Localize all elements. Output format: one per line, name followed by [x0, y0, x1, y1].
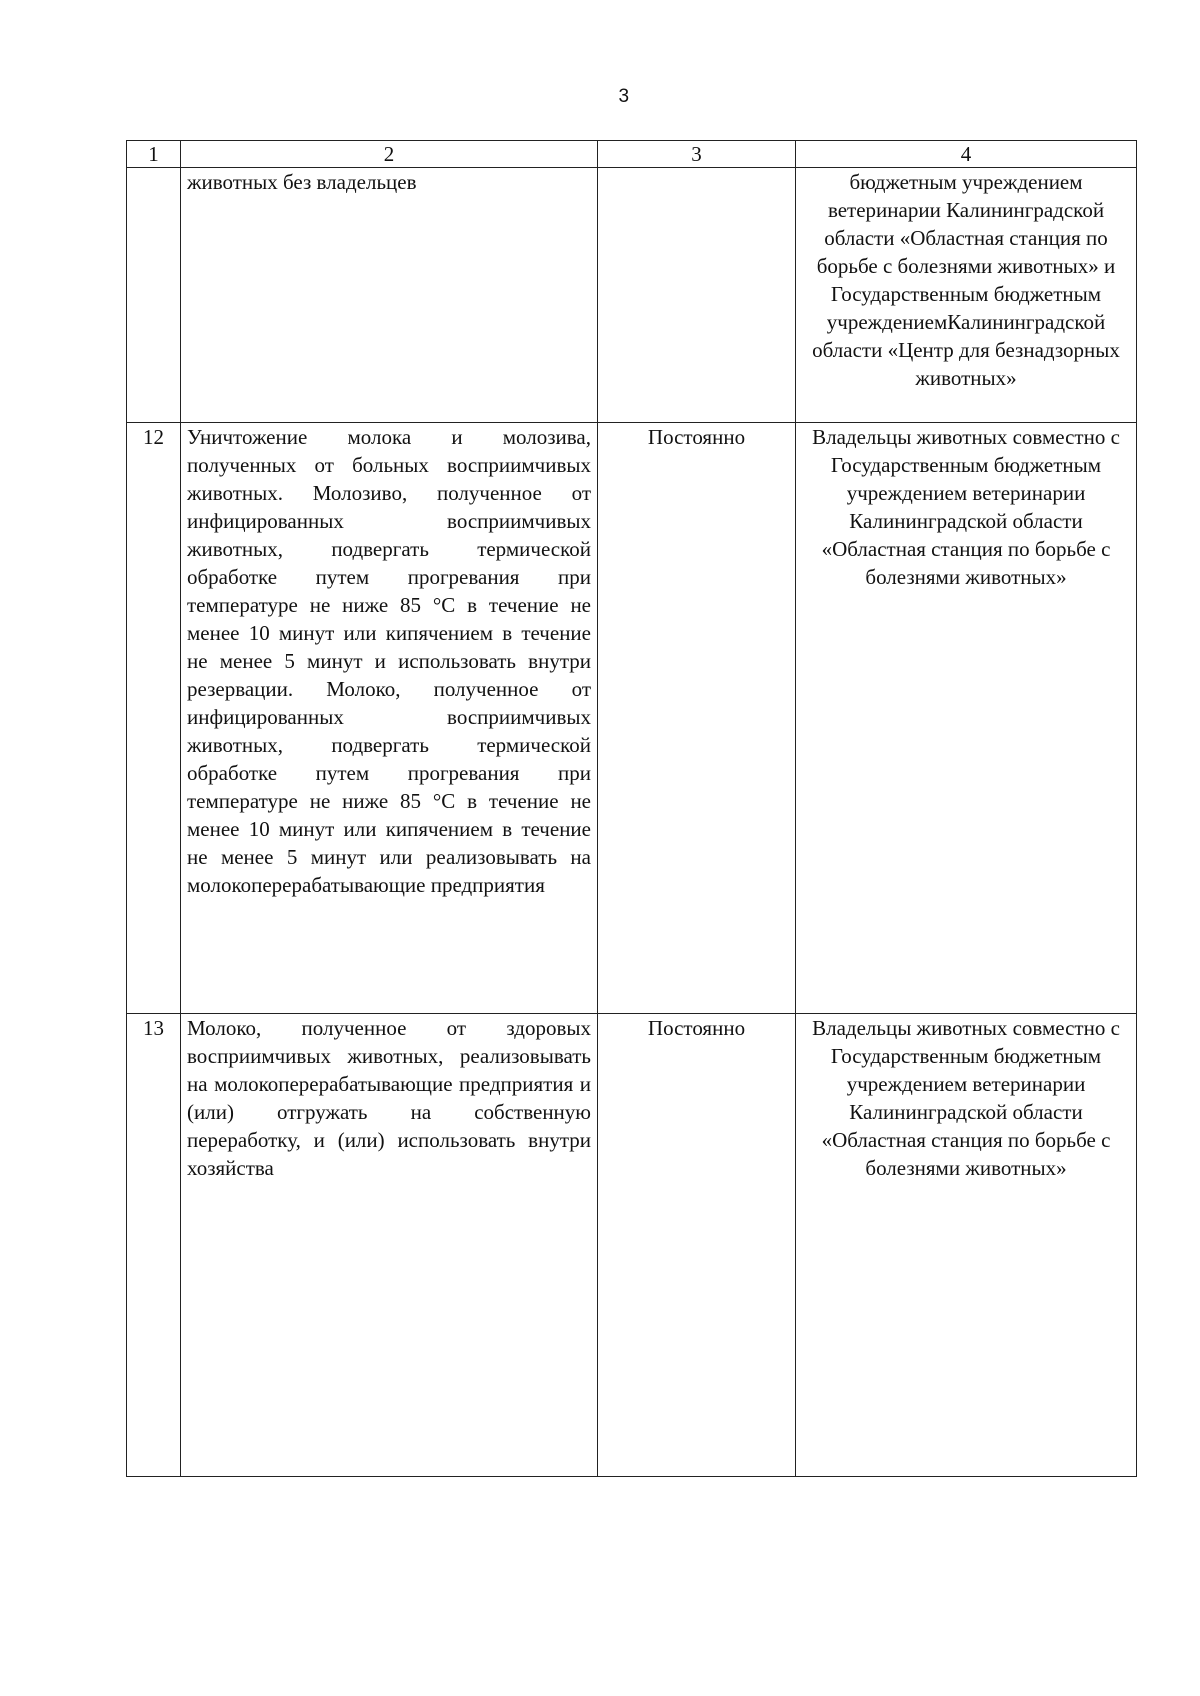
page-number: 3 [618, 86, 630, 107]
responsible-party: Владельцы животных совместно с Государственным бюджетным учреждением ветеринарии Калининградской области «Областная станция по борьбе с болезнями животных» [796, 423, 1137, 1014]
column-header-1: 1 [127, 141, 181, 168]
measure-description: Уничтожение молока и молозива, полученных от больных восприимчивых животных. Молозиво, полученное от инфицированных восприимчивых животных, подвергать термической обработке путем прогревания при температуре не ниже 85 °С в течение не менее 10 минут или кипячением в течение не менее 5 минут и использовать внутри резервации. Молоко, полученное от инфицированных восприимчивых животных, подвергать термической обработке путем прогревания при температуре не ниже 85 °С в течение не менее 10 минут или кипячением в течение не менее 5 минут или реализовывать на молокоперерабатывающие предприятия [181, 423, 598, 1014]
measures-table [126, 140, 1137, 1477]
table-header-row [127, 141, 1137, 168]
table-row [127, 1014, 1137, 1477]
column-header-2: 2 [181, 141, 598, 168]
measure-term: Постоянно [598, 1014, 796, 1477]
row-number [127, 168, 181, 423]
table-row [127, 168, 1137, 423]
measure-term: Постоянно [598, 423, 796, 1014]
row-number: 12 [127, 423, 181, 1014]
measure-description: Молоко, полученное от здоровых восприимчивых животных, реализовывать на молокоперерабатывающие предприятия и (или) отгружать на собственную переработку, и (или) использовать внутри хозяйства [181, 1014, 598, 1477]
measure-term [598, 168, 796, 423]
table-row [127, 423, 1137, 1014]
measure-description: животных без владельцев [181, 168, 598, 423]
row-number: 13 [127, 1014, 181, 1477]
column-header-3: 3 [598, 141, 796, 168]
column-header-4: 4 [796, 141, 1137, 168]
responsible-party: бюджетным учреждением ветеринарии Калининградской области «Областная станция по борьбе с болезнями животных» и Государственным бюджетным учреждениемКалининградской области «Центр для безнадзорных животных» [796, 168, 1137, 423]
responsible-party: Владельцы животных совместно с Государственным бюджетным учреждением ветеринарии Калининградской области «Областная станция по борьбе с болезнями животных» [796, 1014, 1137, 1477]
